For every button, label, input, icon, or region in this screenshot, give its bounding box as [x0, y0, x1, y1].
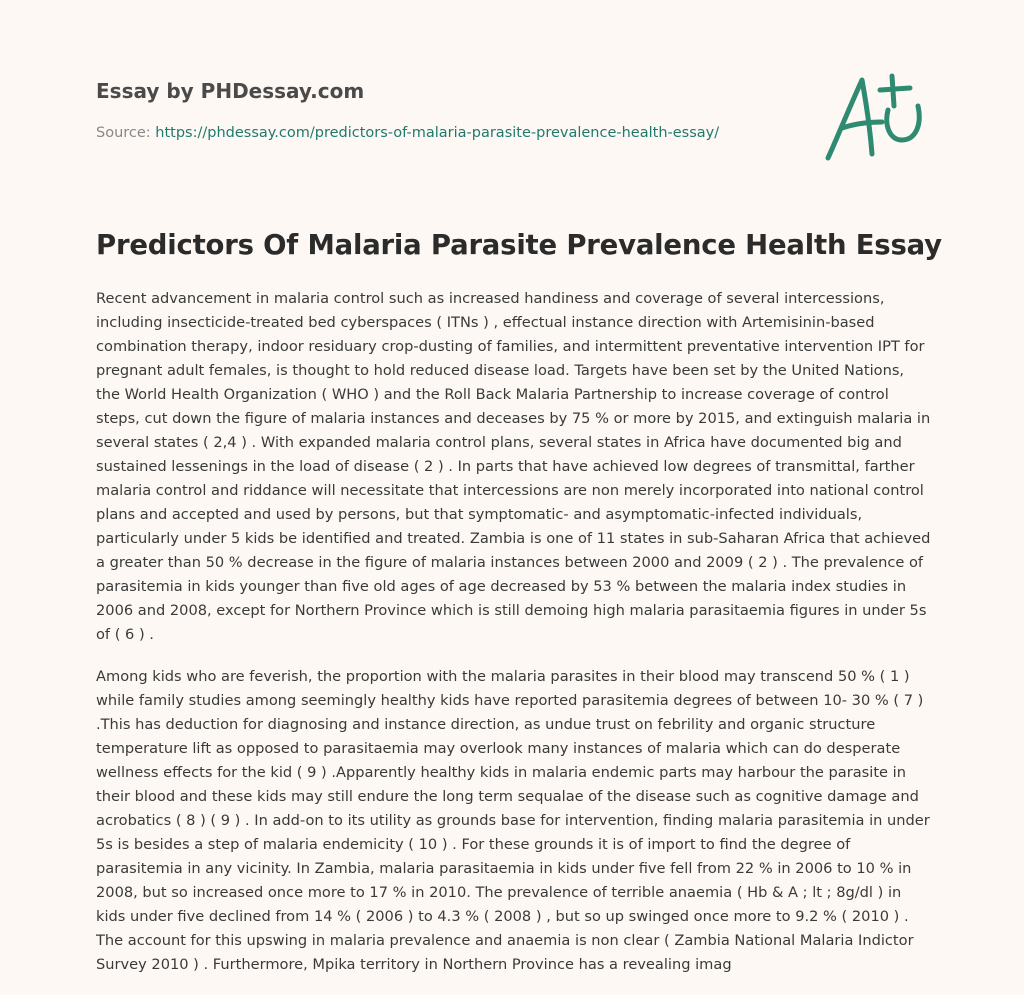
- essay-paragraph-1: Recent advancement in malaria control such as increased handiness and coverage of several intercessions, including insecticide-treated bed cyberspaces ( ITNs ) , effectual instance direction with Artemisinin-based combination therapy, indoor residuary crop-dusting of families, and intermittent preventative intervention IPT for pregnant adult females, is thought to hold reduced disease load. Targets have been set by the United Nations, the World Health Organization ( WHO ) and the Roll Back Malaria Partnership to increase coverage of control steps, cut down the figure of malaria instances and deceases by 75 % or more by 2015, and extinguish malaria in several states ( 2,4 ) . With expanded malaria control plans, several states in Africa have documented big and sustained lessenings in the load of disease ( 2 ) . In parts that have achieved low degrees of transmittal, farther malaria control and riddance will necessitate that intercessions are non merely incorporated into national control plans and accepted and used by persons, but that symptomatic- and asymptomatic-infected individuals, particularly under 5 kids be identified and treated. Zambia is one of 11 states in sub-Saharan Africa that achieved a greater than 50 % decrease in the figure of malaria instances between 2000 and 2009 ( 2 ) . The prevalence of parasitemia in kids younger than five old ages of age decreased by 53 % between the malaria index studies in 2006 and 2008, except for Northern Province which is still demoing high malaria parasitaemia figures in under 5s of ( 6 ) .: [96, 290, 931, 643]
- source-line: [96, 123, 719, 143]
- essay-body: [96, 287, 932, 995]
- essay-paragraph-2: Among kids who are feverish, the proportion with the malaria parasites in their blood may transcend 50 % ( 1 ) while family studies among seemingly healthy kids have reported parasitemia degrees of between 10- 30 % ( 7 ) .This has deduction for diagnosing and instance direction, as undue trust on febrility and organic structure temperature lift as opposed to parasitaemia may overlook many instances of malaria which can do desperate wellness effects for the kid ( 9 ) .Apparently healthy kids in malaria endemic parts may harbour the parasite in their blood and these kids may still endure the long term sequalae of the disease such as cognitive damage and acrobatics ( 8 ) ( 9 ) . In add-on to its utility as grounds base for intervention, finding malaria parasitemia in under 5s is besides a step of malaria endemicity ( 10 ) . For these grounds it is of import to find the degree of parasitemia in any vicinity. In Zambia, malaria parasitaemia in kids under five fell from 22 % in 2006 to 10 % in 2008, but so increased once more to 17 % in 2010. The prevalence of terrible anaemia ( Hb & A ; lt ; 8g/dl ) in kids under five declined from 14 % ( 2006 ) to 4.3 % ( 2008 ) , but so up swinged once more to 9.2 % ( 2010 ) . The account for this upswing in malaria prevalence and anaemia is non clear ( Zambia National Malaria Indictor Survey 2010 ) . Furthermore, Mpika territory in Northern Province has a revealing imag: [96, 668, 930, 973]
- a-plus-logo-icon: [820, 66, 932, 166]
- source-label: Source:: [96, 125, 151, 141]
- essay-title: Predictors Of Malaria Parasite Prevalence Health Essay: [96, 229, 942, 261]
- source-link[interactable]: https://phdessay.com/predictors-of-malaria-parasite-prevalence-health-essay/: [155, 125, 720, 141]
- site-title: Essay by PHDessay.com: [96, 79, 365, 103]
